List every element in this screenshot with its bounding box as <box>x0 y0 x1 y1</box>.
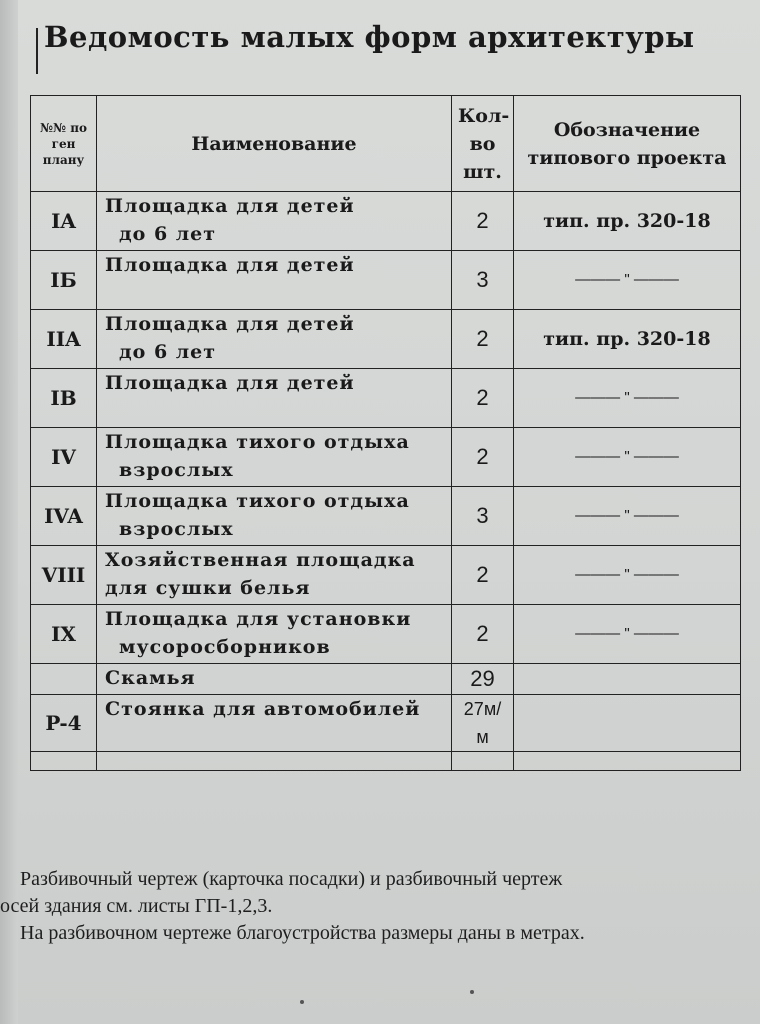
row-name <box>97 487 452 546</box>
table-row <box>31 369 741 428</box>
paper-speck <box>300 1000 304 1004</box>
row-qty: 2 <box>452 546 514 605</box>
row-number: IБ <box>31 251 97 310</box>
row-name-line1: Площадка тихого отдыха <box>105 431 410 453</box>
row-name-line1: Площадка для детей <box>105 372 355 394</box>
notes-block <box>0 866 760 947</box>
empty-cell <box>514 752 741 771</box>
row-name <box>97 251 452 310</box>
header-project: Обозначение типового проекта <box>514 96 741 192</box>
table-row <box>31 310 741 369</box>
row-number <box>31 664 97 695</box>
row-name <box>97 310 452 369</box>
document-title: Ведомость малых форм архитектуры <box>44 20 695 54</box>
table-row <box>31 664 741 695</box>
row-number: IIA <box>31 310 97 369</box>
row-name-line2: взрослых <box>119 459 234 481</box>
note-line-1: Разбивочный чертеж (карточка посадки) и разбивочный чертеж <box>20 868 563 890</box>
row-name <box>97 369 452 428</box>
row-name <box>97 605 452 664</box>
header-name: Наименование <box>97 96 452 192</box>
header-qty: Кол-во шт. <box>452 96 514 192</box>
row-project: ——— " ——— <box>514 546 741 605</box>
row-number: IV <box>31 428 97 487</box>
row-number: P-4 <box>31 695 97 752</box>
table-row <box>31 428 741 487</box>
forms-table-wrapper <box>30 95 741 771</box>
row-name-line1: Площадка для детей <box>105 254 355 276</box>
row-name <box>97 428 452 487</box>
row-project: ——— " ——— <box>514 251 741 310</box>
row-qty: 2 <box>452 369 514 428</box>
row-qty: 2 <box>452 428 514 487</box>
row-project: ——— " ——— <box>514 605 741 664</box>
row-number: IB <box>31 369 97 428</box>
table-row <box>31 546 741 605</box>
row-project: ——— " ——— <box>514 369 741 428</box>
table-row <box>31 251 741 310</box>
row-name-line1: Площадка тихого отдыха <box>105 490 410 512</box>
table-row-empty <box>31 752 741 771</box>
table-row <box>31 192 741 251</box>
row-qty: 29 <box>452 664 514 695</box>
empty-cell <box>97 752 452 771</box>
row-name <box>97 192 452 251</box>
note-line-2: осей здания см. листы ГП-1,2,3. <box>0 895 273 917</box>
row-qty: 2 <box>452 310 514 369</box>
row-name <box>97 546 452 605</box>
row-name-line1: Площадка для детей <box>105 195 355 217</box>
row-project: ——— " ——— <box>514 428 741 487</box>
row-project: ——— " ——— <box>514 487 741 546</box>
row-project <box>514 664 741 695</box>
row-number: IX <box>31 605 97 664</box>
row-name: Стоянка для автомобилей <box>97 695 452 752</box>
empty-cell <box>452 752 514 771</box>
row-project <box>514 695 741 752</box>
row-name-line1: Хозяйственная площадка <box>105 549 416 571</box>
row-name-line2: взрослых <box>119 518 234 540</box>
table-row <box>31 695 741 752</box>
note-line-3: На разбивочном чертеже благоустройства размеры даны в метрах. <box>20 922 585 944</box>
row-name-line2: для сушки белья <box>105 577 311 599</box>
row-name-line1: Площадка для детей <box>105 313 355 335</box>
row-qty: 2 <box>452 192 514 251</box>
row-name: Скамья <box>97 664 452 695</box>
row-qty: 27м/м <box>452 695 514 752</box>
row-number: IVA <box>31 487 97 546</box>
empty-cell <box>31 752 97 771</box>
row-number: IA <box>31 192 97 251</box>
row-name-line2: мусоросборников <box>119 636 331 658</box>
paper-speck <box>470 990 474 994</box>
header-number: №№ по ген плану <box>31 96 97 192</box>
row-number: VIII <box>31 546 97 605</box>
row-project: тип. пр. 320-18 <box>514 192 741 251</box>
row-name-line2: до 6 лет <box>119 341 217 363</box>
row-name-line1: Площадка для установки <box>105 608 412 630</box>
row-name-line2: до 6 лет <box>119 223 217 245</box>
table-header-row <box>31 96 741 192</box>
row-project: тип. пр. 320-18 <box>514 310 741 369</box>
table-row <box>31 487 741 546</box>
row-qty: 3 <box>452 251 514 310</box>
row-qty: 2 <box>452 605 514 664</box>
row-qty: 3 <box>452 487 514 546</box>
small-forms-table <box>30 95 741 771</box>
table-row <box>31 605 741 664</box>
title-margin-line <box>36 28 38 74</box>
